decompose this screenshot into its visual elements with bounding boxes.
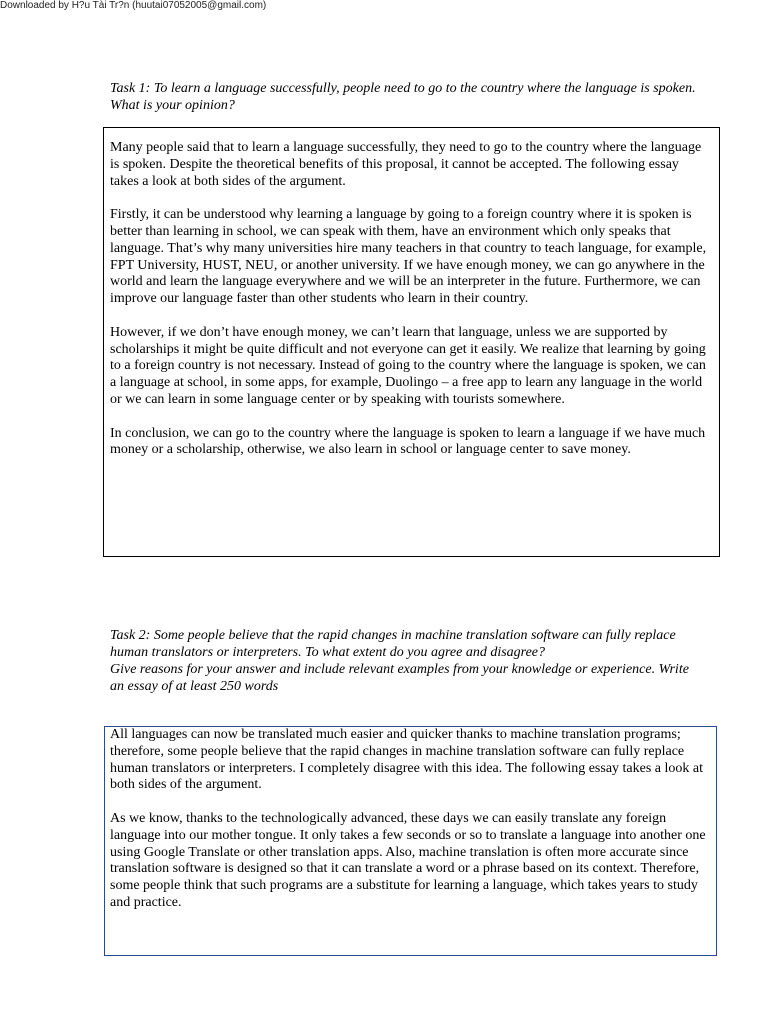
task2-paragraph-1: All languages can now be translated much easier and quicker thanks to machine translation programs; therefore, some people believe that the rapid changes in machine translation software can fully replace human translators or interpreters. I completely disagree with this idea. The following essay takes a look at both sides of the argument.	[110, 727, 704, 793]
task2-prompt	[110, 627, 700, 695]
task2-essay-box	[104, 726, 717, 956]
download-note: Downloaded by H?u Tài Tr?n (huutai07052005@gmail.com)	[0, 0, 267, 11]
task1-paragraph-1: Many people said that to learn a language successfully, they need to go to the country where the language is spoken. Despite the theoretical benefits of this proposal, it cannot be accepted. The following essay takes a look at both sides of the argument.	[110, 140, 702, 189]
task1-prompt	[110, 80, 720, 114]
task1-essay-box	[103, 127, 720, 557]
task1-prompt-text: Task 1: To learn a language successfully, people need to go to the country where the language is spoken. What is your opinion?	[110, 81, 696, 113]
task2-paragraph-2: As we know, thanks to the technologically advanced, these days we can easily translate any foreign language into our mother tongue. It only takes a few seconds or so to translate a language into another one using Google Translate or other translation apps. Also, machine translation is often more accurate since translation software is designed so that it can translate a word or a phrase based on its context. Therefore, some people think that such programs are a substitute for learning a language, which takes years to study and practice.	[110, 810, 706, 910]
task1-paragraph-2: Firstly, it can be understood why learning a language by going to a foreign country where it is spoken is better than learning in school, we can speak with them, have an environment which only speaks that language. That’s why many universities hire many teachers in that country to teach language, for example, FPT University, HUST, NEU, or another university. If we have enough money, we can go anywhere in the world and learn the language everywhere and we will be an interpreter in the future. Furthermore, we can improve our language faster than other students who learn in their country.	[110, 207, 707, 307]
task2-prompt-line-2: Give reasons for your answer and include relevant examples from your knowledge or experience. Write an essay of at least 250 words	[110, 662, 689, 694]
task1-paragraph-3: However, if we don’t have enough money, we can’t learn that language, unless we are supported by scholarships it might be quite difficult and not everyone can get it easily. We realize that learning by going to a foreign country is not necessary. Instead of going to the country where the language is spoken, we can a language at school, in some apps, for example, Duolingo – a free app to learn any language in the world or we can learn in some language center or by speaking with tourists somewhere.	[110, 324, 706, 407]
task2-prompt-line-1: Task 2: Some people believe that the rapid changes in machine translation software can fully replace human translators or interpreters. To what extent do you agree and disagree?	[110, 628, 676, 660]
task1-paragraph-4: In conclusion, we can go to the country where the language is spoken to learn a language if we have much money or a scholarship, otherwise, we also learn in school or language center to save money.	[110, 425, 706, 458]
